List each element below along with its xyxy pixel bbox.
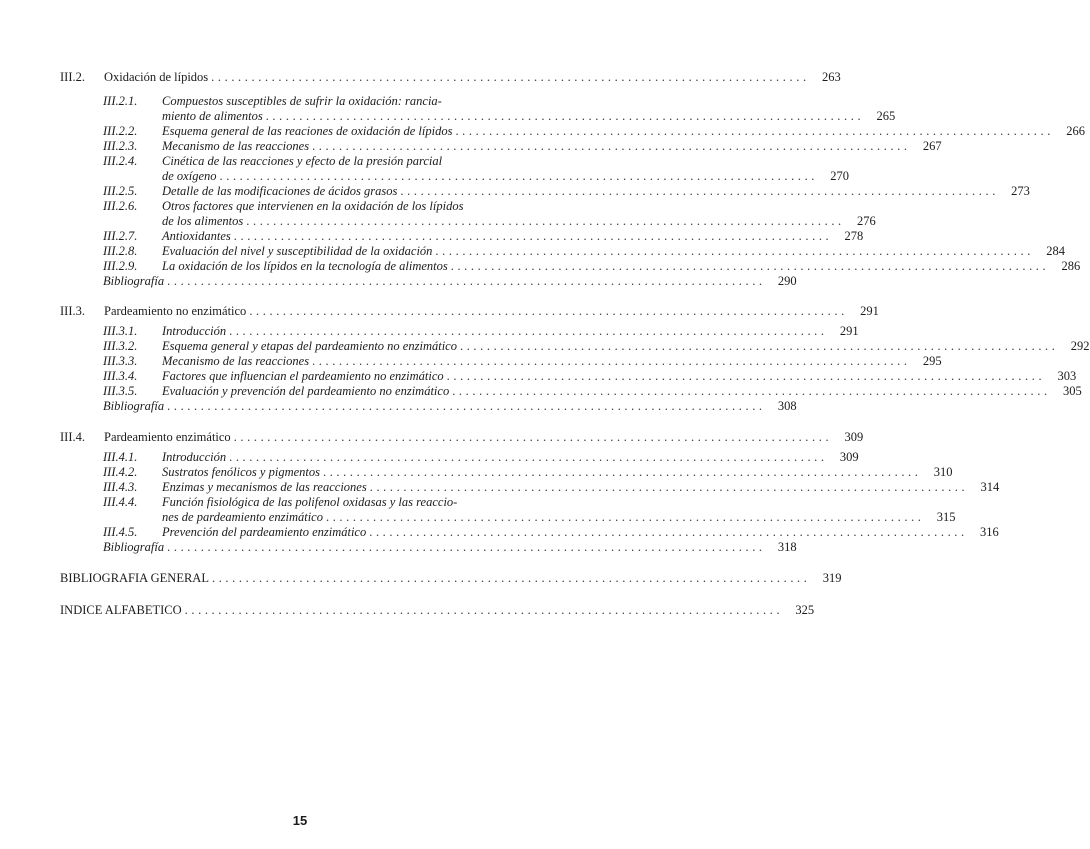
page-number: 267 bbox=[922, 139, 942, 153]
toc-subsection-row bbox=[103, 154, 570, 169]
subsection-title: La oxidación de los lípidos en la tecnología de alimentos bbox=[162, 259, 448, 273]
page-number: 315 bbox=[936, 510, 956, 524]
dot-leader: ......................................................................................... bbox=[246, 214, 845, 228]
toc-bibliography-row bbox=[103, 274, 797, 289]
dot-leader: ......................................................................................... bbox=[369, 525, 968, 539]
subsection-number: III.4.5. bbox=[103, 525, 138, 539]
dot-leader: ......................................................................................... bbox=[325, 510, 925, 524]
subsection-title: Función fisiológica de las polifenol oxidasas y las reaccio- bbox=[162, 495, 458, 509]
page-number: 318 bbox=[777, 540, 797, 554]
dot-leader: ......................................................................................... bbox=[249, 304, 848, 318]
page-number: 276 bbox=[857, 214, 876, 228]
page-number: 319 bbox=[822, 571, 842, 585]
subsection-title: Factores que influencian el pardeamiento no enzimático bbox=[162, 369, 444, 383]
toc-subsection-row bbox=[103, 244, 1065, 259]
toc-section-row bbox=[60, 70, 841, 85]
toc-subsection-row bbox=[103, 94, 570, 109]
toc-subsection-cont bbox=[162, 169, 850, 184]
page-number: 325 bbox=[795, 603, 815, 617]
dot-leader: ......................................................................................... bbox=[455, 124, 1054, 138]
page-footer-number: 15 bbox=[292, 813, 308, 828]
toc-subsection-row bbox=[103, 199, 570, 214]
subsection-number: III.2.6. bbox=[103, 199, 138, 213]
subsection-number: III.2.5. bbox=[103, 184, 138, 198]
toc-subsection-row bbox=[103, 450, 859, 465]
subsection-title-cont: nes de pardeamiento enzimático bbox=[162, 510, 323, 524]
page-number: 305 bbox=[1062, 384, 1082, 398]
subsection-number: III.2.3. bbox=[103, 139, 138, 153]
toc-subsection-row bbox=[103, 480, 1000, 495]
toc-subsection-row bbox=[103, 369, 1077, 384]
section-title: Pardeamiento no enzimático bbox=[104, 304, 247, 318]
subsection-title: Enzimas y mecanismos de las reacciones bbox=[162, 480, 367, 494]
toc-subsection-row bbox=[103, 229, 864, 244]
dot-leader: ......................................................................................... bbox=[312, 139, 911, 153]
subsection-number: III.3.3. bbox=[103, 354, 138, 368]
page-number: 316 bbox=[980, 525, 999, 539]
subsection-title: Detalle de las modificaciones de ácidos grasos bbox=[162, 184, 398, 198]
page-number: 309 bbox=[839, 450, 859, 464]
dot-leader: ......................................................................................... bbox=[233, 229, 833, 243]
subsection-title: Mecanismo de las reacciones bbox=[162, 354, 310, 368]
toc-subsection-row bbox=[103, 259, 1081, 274]
page-number: 291 bbox=[860, 304, 879, 318]
subsection-number: III.2.9. bbox=[103, 259, 138, 273]
dot-leader: ......................................................................................... bbox=[369, 480, 969, 494]
dot-leader: ......................................................................................... bbox=[450, 259, 1050, 273]
general-title: BIBLIOGRAFIA GENERAL bbox=[60, 571, 209, 585]
subsection-title: Esquema general de las reaciones de oxidación de lípidos bbox=[162, 124, 453, 138]
page-number: 290 bbox=[777, 274, 797, 288]
subsection-number: III.4.1. bbox=[103, 450, 138, 464]
toc-bibliography-row bbox=[103, 399, 797, 414]
subsection-title: Compuestos susceptibles de sufrir la oxidación: rancia- bbox=[162, 94, 442, 108]
toc-subsection-cont bbox=[162, 510, 956, 525]
section-number: III.3. bbox=[60, 304, 85, 318]
page-number: 278 bbox=[844, 229, 864, 243]
toc-general-row bbox=[60, 571, 842, 586]
dot-leader: ......................................................................................... bbox=[459, 339, 1059, 353]
page-number: 270 bbox=[830, 169, 850, 183]
subsection-title: Antioxidantes bbox=[162, 229, 231, 243]
page-number: 310 bbox=[933, 465, 953, 479]
toc-subsection-row bbox=[103, 339, 1090, 354]
dot-leader: ......................................................................................... bbox=[435, 244, 1034, 258]
subsection-title-cont: miento de alimentos bbox=[162, 109, 263, 123]
subsection-title-cont: de los alimentos bbox=[162, 214, 244, 228]
subsection-title: Cinética de las reacciones y efecto de la presión parcial bbox=[162, 154, 443, 168]
subsection-number: III.4.4. bbox=[103, 495, 138, 509]
bibliography-title: Bibliografía bbox=[103, 540, 165, 554]
subsection-title: Introducción bbox=[162, 450, 227, 464]
dot-leader: ......................................................................................... bbox=[229, 324, 828, 338]
subsection-number: III.2.4. bbox=[103, 154, 138, 168]
bibliography-title: Bibliografía bbox=[103, 274, 165, 288]
subsection-number: III.3.4. bbox=[103, 369, 138, 383]
subsection-title-cont: de oxígeno bbox=[162, 169, 217, 183]
subsection-number: III.2.2. bbox=[103, 124, 138, 138]
toc-subsection-row bbox=[103, 184, 1030, 199]
dot-leader: ......................................................................................... bbox=[211, 571, 811, 585]
dot-leader: ......................................................................................... bbox=[265, 109, 865, 123]
subsection-title: Otros factores que intervienen en la oxidación de los lípidos bbox=[162, 199, 464, 213]
toc-subsection-row bbox=[103, 495, 570, 510]
section-number: III.4. bbox=[60, 430, 85, 444]
page-number: 265 bbox=[876, 109, 896, 123]
toc-subsection-cont bbox=[162, 109, 896, 124]
toc-bibliography-row bbox=[103, 540, 797, 555]
subsection-number: III.2.1. bbox=[103, 94, 138, 108]
page-number: 314 bbox=[980, 480, 1000, 494]
page-number: 308 bbox=[777, 399, 797, 413]
dot-leader: ......................................................................................... bbox=[446, 369, 1046, 383]
dot-leader: ......................................................................................... bbox=[322, 465, 922, 479]
toc-subsection-row bbox=[103, 124, 1085, 139]
section-number: III.2. bbox=[60, 70, 85, 84]
dot-leader: ......................................................................................... bbox=[233, 430, 833, 444]
subsection-number: III.2.7. bbox=[103, 229, 138, 243]
toc-general-row bbox=[60, 603, 815, 618]
subsection-title: Esquema general y etapas del pardeamiento no enzimático bbox=[162, 339, 457, 353]
subsection-title: Introducción bbox=[162, 324, 227, 338]
page-number: 292 bbox=[1070, 339, 1090, 353]
dot-leader: ......................................................................................... bbox=[229, 450, 828, 464]
toc-section-row bbox=[60, 304, 879, 319]
toc-subsection-row bbox=[103, 465, 953, 480]
page-number: 286 bbox=[1061, 259, 1081, 273]
page-number: 263 bbox=[821, 70, 841, 84]
subsection-number: III.2.8. bbox=[103, 244, 138, 258]
subsection-title: Sustratos fenólicos y pigmentos bbox=[162, 465, 320, 479]
dot-leader: ......................................................................................... bbox=[167, 274, 766, 288]
page-number: 266 bbox=[1066, 124, 1085, 138]
subsection-title: Prevención del pardeamiento enzimático bbox=[162, 525, 367, 539]
toc-subsection-row bbox=[103, 384, 1082, 399]
subsection-number: III.3.1. bbox=[103, 324, 138, 338]
dot-leader: ......................................................................................... bbox=[211, 70, 810, 84]
subsection-number: III.3.5. bbox=[103, 384, 138, 398]
toc-subsection-row bbox=[103, 525, 999, 540]
dot-leader: ......................................................................................... bbox=[219, 169, 819, 183]
dot-leader: ......................................................................................... bbox=[184, 603, 784, 617]
section-title: Pardeamiento enzimático bbox=[104, 430, 231, 444]
dot-leader: ......................................................................................... bbox=[400, 184, 999, 198]
toc-subsection-row bbox=[103, 139, 942, 154]
section-title: Oxidación de lípidos bbox=[104, 70, 209, 84]
subsection-number: III.3.2. bbox=[103, 339, 138, 353]
general-title: INDICE ALFABETICO bbox=[60, 603, 182, 617]
subsection-number: III.4.3. bbox=[103, 480, 138, 494]
subsection-title: Mecanismo de las reacciones bbox=[162, 139, 310, 153]
toc-section-row bbox=[60, 430, 864, 445]
dot-leader: ......................................................................................... bbox=[312, 354, 911, 368]
page-number: 284 bbox=[1046, 244, 1065, 258]
page-number: 273 bbox=[1011, 184, 1030, 198]
subsection-number: III.4.2. bbox=[103, 465, 138, 479]
dot-leader: ......................................................................................... bbox=[452, 384, 1051, 398]
toc-subsection-cont bbox=[162, 214, 876, 229]
page-number: 291 bbox=[839, 324, 859, 338]
subsection-title: Evaluación del nivel y susceptibilidad de la oxidación bbox=[162, 244, 433, 258]
toc-subsection-row bbox=[103, 324, 859, 339]
page-number: 309 bbox=[844, 430, 864, 444]
dot-leader: ......................................................................................... bbox=[167, 399, 766, 413]
bibliography-title: Bibliografía bbox=[103, 399, 165, 413]
toc-subsection-row bbox=[103, 354, 942, 369]
page-number: 303 bbox=[1057, 369, 1077, 383]
dot-leader: ......................................................................................... bbox=[167, 540, 766, 554]
subsection-title: Evaluación y prevención del pardeamiento no enzimático bbox=[162, 384, 450, 398]
page-number: 295 bbox=[922, 354, 942, 368]
